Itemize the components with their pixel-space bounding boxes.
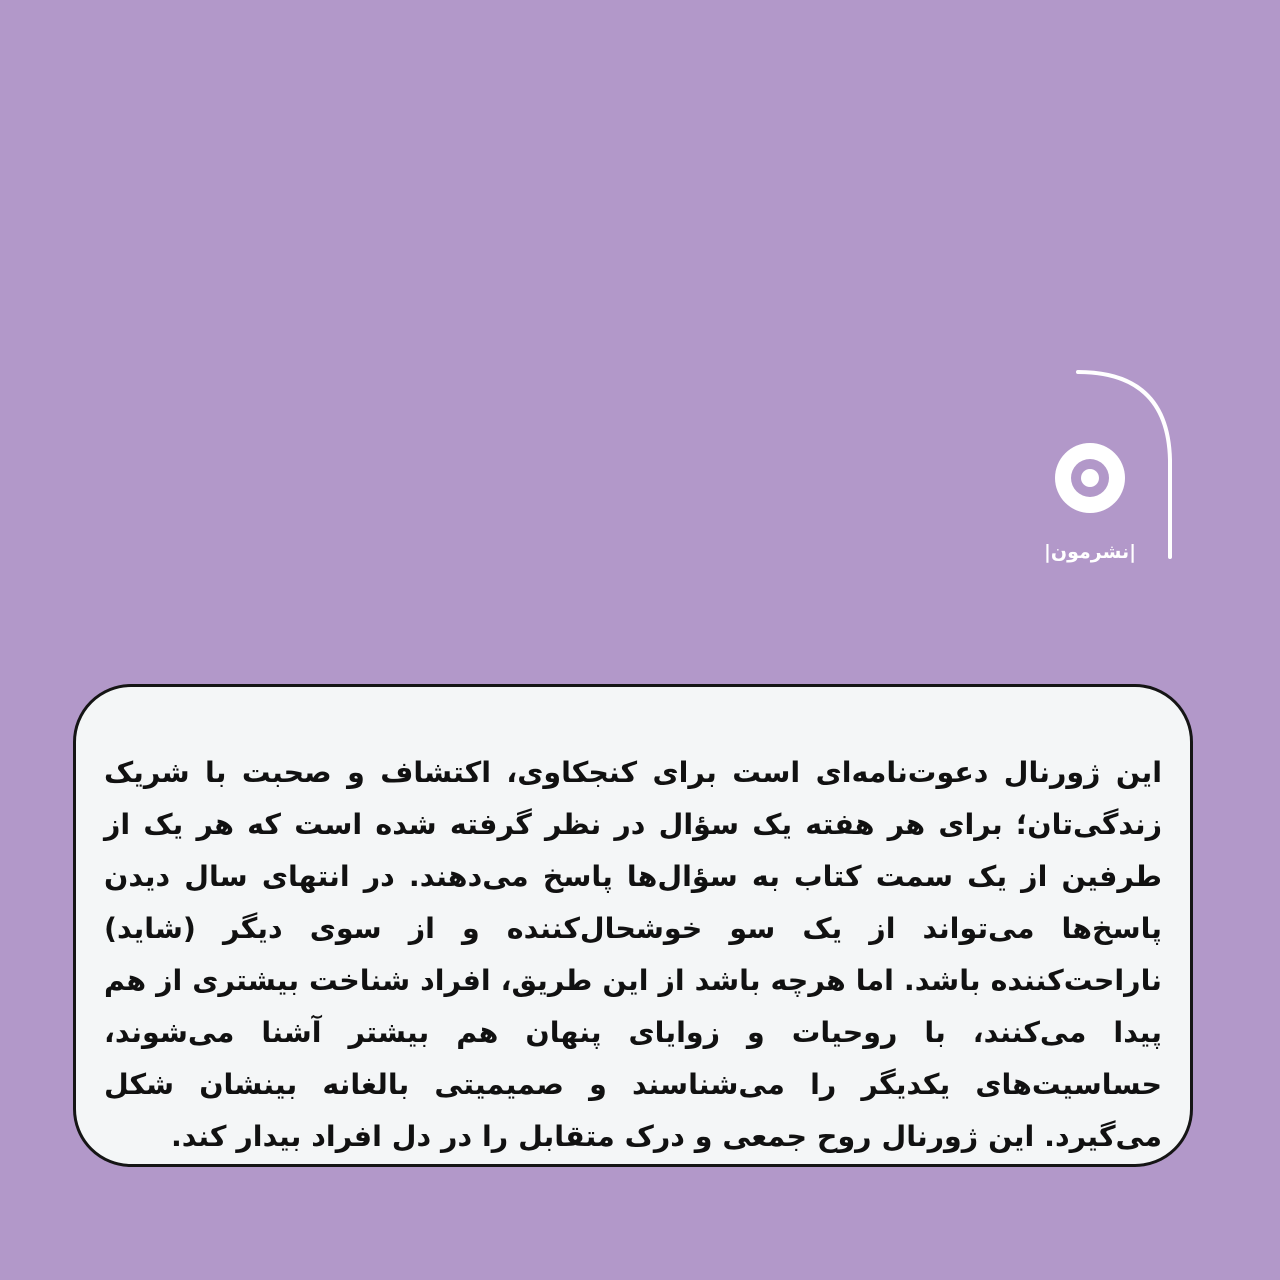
description-card [73, 684, 1193, 1167]
ring-center-dot [1081, 469, 1099, 487]
description-paragraph: این ژورنال دعوت‌نامه‌ای است برای کنجکاوی، اکتشاف و صحبت با شریک زندگی‌تان؛ برای هر هفته یک سؤال در نظر گرفته شده است که هر یک از طرفین از یک سمت کتاب به سؤال‌ها پاسخ می‌دهند. در انتهای سال دیدن پاسخ‌ها می‌تواند از یک سو خوشحال‌کننده و از سوی دیگر (شاید) ناراحت‌کننده باشد. اما هرچه باشد از این طریق، افراد شناخت بیشتری از هم پیدا می‌کنند، با روحیات و زوایای پنهان هم بیشتر آشنا می‌شوند، حساسیت‌های یکدیگر را می‌شناسند و صمیمیتی بالغانه بینشان شکل می‌گیرد. این ژورنال روح جمعی و درک متقابل را در دل افراد بیدار کند. [104, 756, 1162, 1153]
publisher-logo [1035, 365, 1185, 575]
logo-wordmark: |نشرمون| [1043, 541, 1137, 563]
